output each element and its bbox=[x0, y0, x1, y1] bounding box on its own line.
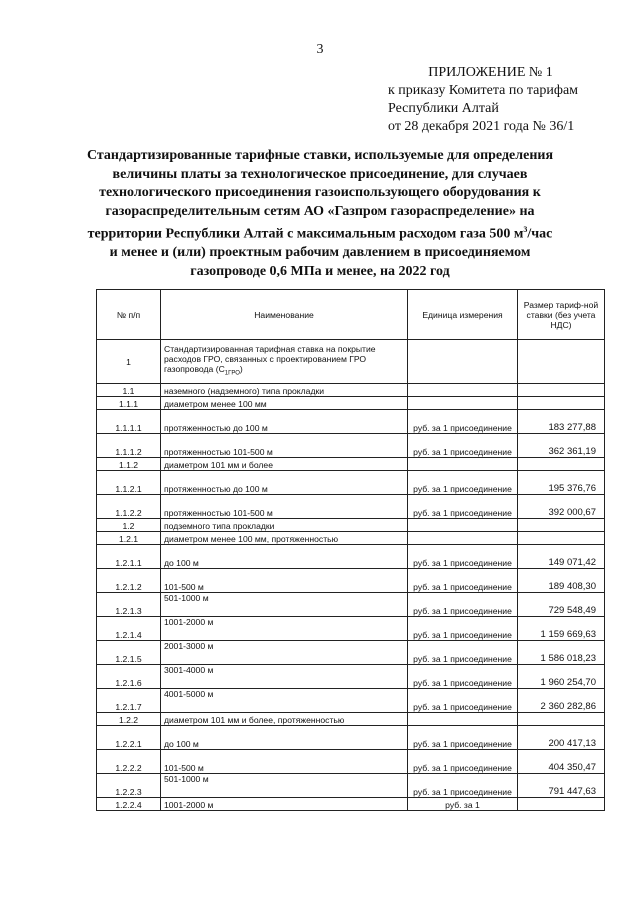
row-name: 4001-5000 м bbox=[161, 689, 408, 713]
row-unit: руб. за 1 присоединение bbox=[408, 665, 518, 689]
row-number: 1.2.1 bbox=[97, 532, 161, 545]
row-value: 1 159 669,63 bbox=[518, 617, 605, 641]
row-number: 1.1.1 bbox=[97, 397, 161, 410]
row-name: 501-1000 м bbox=[161, 593, 408, 617]
row-number: 1 bbox=[97, 340, 161, 384]
row-name-subscript: 1ГРО bbox=[224, 370, 240, 377]
row-value: 200 417,13 bbox=[518, 726, 605, 750]
table-row bbox=[97, 617, 605, 641]
row-unit bbox=[408, 340, 518, 384]
table-row bbox=[97, 750, 605, 774]
row-name: протяженностью до 100 м bbox=[161, 410, 408, 434]
row-number: 1.1.2.1 bbox=[97, 471, 161, 495]
tariff-table bbox=[96, 289, 605, 811]
row-number: 1.1.1.1 bbox=[97, 410, 161, 434]
row-value bbox=[518, 397, 605, 410]
header-rate: Размер тариф-ной ставки (без учета НДС) bbox=[518, 290, 605, 340]
row-name: диаметром менее 100 мм bbox=[161, 397, 408, 410]
heading-line: технологического присоединения газоиспользующего оборудования к bbox=[99, 185, 541, 200]
row-value bbox=[518, 532, 605, 545]
table-row bbox=[97, 798, 605, 811]
row-name: протяженностью 101-500 м bbox=[161, 495, 408, 519]
table-row bbox=[97, 641, 605, 665]
page-number: 3 bbox=[316, 42, 324, 57]
row-value bbox=[518, 798, 605, 811]
row-unit: руб. за 1 присоединение bbox=[408, 471, 518, 495]
row-number: 1.2.1.3 bbox=[97, 593, 161, 617]
table-row bbox=[97, 532, 605, 545]
row-name: подземного типа прокладки bbox=[161, 519, 408, 532]
row-value: 149 071,42 bbox=[518, 545, 605, 569]
heading-line: газопроводе 0,6 МПа и менее, на 2022 год bbox=[190, 263, 450, 279]
row-name: 501-1000 м bbox=[161, 774, 408, 798]
table-row bbox=[97, 340, 605, 384]
row-name: до 100 м bbox=[161, 545, 408, 569]
heading-line: и менее и (или) проектным рабочим давлением в присоединяемом bbox=[109, 245, 531, 261]
row-number: 1.2.2.1 bbox=[97, 726, 161, 750]
row-value: 362 361,19 bbox=[518, 434, 605, 458]
row-unit bbox=[408, 519, 518, 532]
table-row bbox=[97, 458, 605, 471]
table-row bbox=[97, 726, 605, 750]
row-unit: руб. за 1 присоединение bbox=[408, 495, 518, 519]
document-heading bbox=[80, 147, 560, 281]
table-row bbox=[97, 519, 605, 532]
heading-text: территории Республики Алтай с максимальным расходом газа 500 м bbox=[87, 226, 524, 242]
table-row bbox=[97, 495, 605, 519]
row-value: 392 000,67 bbox=[518, 495, 605, 519]
row-name: диаметром 101 мм и более bbox=[161, 458, 408, 471]
appendix-order-line: к приказу Комитета по тарифам bbox=[388, 83, 579, 98]
row-unit: руб. за 1 присоединение bbox=[408, 689, 518, 713]
row-unit: руб. за 1 присоединение bbox=[408, 434, 518, 458]
heading-line: величины платы за технологическое присоединение, для случаев bbox=[112, 166, 528, 182]
row-name: до 100 м bbox=[161, 726, 408, 750]
table-row bbox=[97, 471, 605, 495]
heading-line: газораспределительным сетям АО «Газпром газораспределение» на bbox=[105, 203, 535, 219]
row-name: 3001-4000 м bbox=[161, 665, 408, 689]
row-value bbox=[518, 458, 605, 471]
row-value bbox=[518, 713, 605, 726]
row-number: 1.2.1.4 bbox=[97, 617, 161, 641]
row-number: 1.2.2 bbox=[97, 713, 161, 726]
row-value bbox=[518, 340, 605, 384]
row-value: 791 447,63 bbox=[518, 774, 605, 798]
header-number: № п/п bbox=[97, 290, 161, 340]
row-number: 1.2.1.5 bbox=[97, 641, 161, 665]
heading-text: /час bbox=[527, 226, 553, 242]
row-value: 195 376,76 bbox=[518, 471, 605, 495]
row-number: 1.2.1.7 bbox=[97, 689, 161, 713]
row-name bbox=[161, 340, 408, 384]
row-name: 1001-2000 м bbox=[161, 798, 408, 811]
row-number: 1.1 bbox=[97, 384, 161, 397]
table-row bbox=[97, 569, 605, 593]
row-unit: руб. за 1 присоединение bbox=[408, 593, 518, 617]
row-value: 404 350,47 bbox=[518, 750, 605, 774]
row-unit: руб. за 1 присоединение bbox=[408, 750, 518, 774]
row-number: 1.2.2.4 bbox=[97, 798, 161, 811]
heading-line: Стандартизированные тарифные ставки, используемые для определения bbox=[86, 148, 554, 163]
appendix-region-line: Республики Алтай bbox=[388, 101, 499, 116]
row-value: 1 586 018,23 bbox=[518, 641, 605, 665]
table-header-row bbox=[97, 290, 605, 340]
row-name: протяженностью 101-500 м bbox=[161, 434, 408, 458]
row-name: 101-500 м bbox=[161, 569, 408, 593]
heading-superscript: 3 bbox=[523, 225, 528, 234]
row-value bbox=[518, 384, 605, 397]
table-row bbox=[97, 434, 605, 458]
row-unit: руб. за 1 присоединение bbox=[408, 641, 518, 665]
row-name: наземного (надземного) типа прокладки bbox=[161, 384, 408, 397]
table-row bbox=[97, 774, 605, 798]
header-name: Наименование bbox=[161, 290, 408, 340]
row-unit bbox=[408, 397, 518, 410]
row-number: 1.1.1.2 bbox=[97, 434, 161, 458]
row-unit: руб. за 1 bbox=[408, 798, 518, 811]
row-value: 2 360 282,86 bbox=[518, 689, 605, 713]
row-unit bbox=[408, 532, 518, 545]
row-value bbox=[518, 519, 605, 532]
row-value: 183 277,88 bbox=[518, 410, 605, 434]
row-name: диаметром 101 мм и более, протяженностью bbox=[161, 713, 408, 726]
row-number: 1.1.2.2 bbox=[97, 495, 161, 519]
row-value: 1 960 254,70 bbox=[518, 665, 605, 689]
row-unit bbox=[408, 384, 518, 397]
row-unit: руб. за 1 присоединение bbox=[408, 545, 518, 569]
table-row bbox=[97, 689, 605, 713]
row-name-text: Стандартизированная тарифная ставка на покрытие расходов ГРО, связанных с проектированием ГРО газопровода (С bbox=[164, 344, 376, 375]
row-unit: руб. за 1 присоединение bbox=[408, 726, 518, 750]
row-value: 189 408,30 bbox=[518, 569, 605, 593]
row-name: 1001-2000 м bbox=[161, 617, 408, 641]
row-number: 1.1.2 bbox=[97, 458, 161, 471]
row-number: 1.2.1.6 bbox=[97, 665, 161, 689]
row-unit bbox=[408, 713, 518, 726]
appendix-block bbox=[388, 64, 593, 136]
row-name: диаметром менее 100 мм, протяженностью bbox=[161, 532, 408, 545]
row-number: 1.2.1.2 bbox=[97, 569, 161, 593]
row-name: протяженностью до 100 м bbox=[161, 471, 408, 495]
row-value: 729 548,49 bbox=[518, 593, 605, 617]
row-number: 1.2.2.3 bbox=[97, 774, 161, 798]
row-unit: руб. за 1 присоединение bbox=[408, 774, 518, 798]
row-unit bbox=[408, 458, 518, 471]
heading-line bbox=[80, 221, 560, 244]
table-row bbox=[97, 397, 605, 410]
table-row bbox=[97, 410, 605, 434]
table-row bbox=[97, 713, 605, 726]
appendix-title: ПРИЛОЖЕНИЕ № 1 bbox=[428, 65, 553, 80]
row-name: 2001-3000 м bbox=[161, 641, 408, 665]
row-unit: руб. за 1 присоединение bbox=[408, 410, 518, 434]
row-number: 1.2.1.1 bbox=[97, 545, 161, 569]
row-name: 101-500 м bbox=[161, 750, 408, 774]
table-row bbox=[97, 545, 605, 569]
table-row bbox=[97, 665, 605, 689]
table-row bbox=[97, 593, 605, 617]
table-row bbox=[97, 384, 605, 397]
header-unit: Единица измерения bbox=[408, 290, 518, 340]
row-number: 1.2.2.2 bbox=[97, 750, 161, 774]
row-unit: руб. за 1 присоединение bbox=[408, 617, 518, 641]
row-name-text: ) bbox=[239, 364, 243, 375]
row-number: 1.2 bbox=[97, 519, 161, 532]
appendix-date-line: от 28 декабря 2021 года № 36/1 bbox=[388, 119, 575, 134]
row-unit: руб. за 1 присоединение bbox=[408, 569, 518, 593]
